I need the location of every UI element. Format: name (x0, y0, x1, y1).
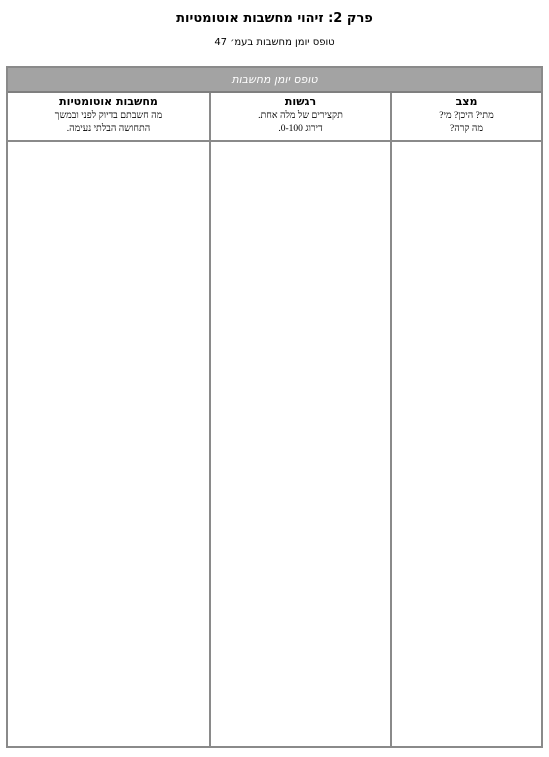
column-automatic-thoughts (8, 93, 209, 746)
table-banner (8, 68, 541, 93)
column-automatic-thoughts-desc-line2: התחושה הבלתי נעימה. (66, 124, 151, 134)
column-situation-desc-line2: מה קרה? (450, 124, 483, 134)
column-automatic-thoughts-desc-line1: מה חשבתם בדיוק לפני ובמשך (54, 111, 163, 121)
column-emotions (209, 93, 390, 746)
column-situation-header (392, 93, 541, 142)
column-emotions-title: רגשות (284, 95, 317, 108)
column-emotions-desc-line1: תקצירים של מלה אחת. (258, 111, 343, 121)
column-automatic-thoughts-title: מחשבות אוטומטיות (59, 95, 158, 108)
table-banner-label: טופס יומן מחשבות (231, 73, 318, 86)
column-situation-title: מצב (455, 95, 478, 108)
column-emotions-desc-line2: דירוג 0-100. (278, 124, 323, 134)
column-emotions-header (211, 93, 390, 142)
page-title: פרק 2: זיהוי מחשבות אוטומטיות (176, 11, 373, 26)
column-situation (390, 93, 541, 746)
column-situation-desc-line1: מתי? היכן? מי? (439, 111, 494, 121)
column-automatic-thoughts-header (8, 93, 209, 142)
thought-record-table (6, 66, 543, 748)
page-subtitle: טופס יומן מחשבות בעמ׳ 47 (214, 37, 335, 48)
